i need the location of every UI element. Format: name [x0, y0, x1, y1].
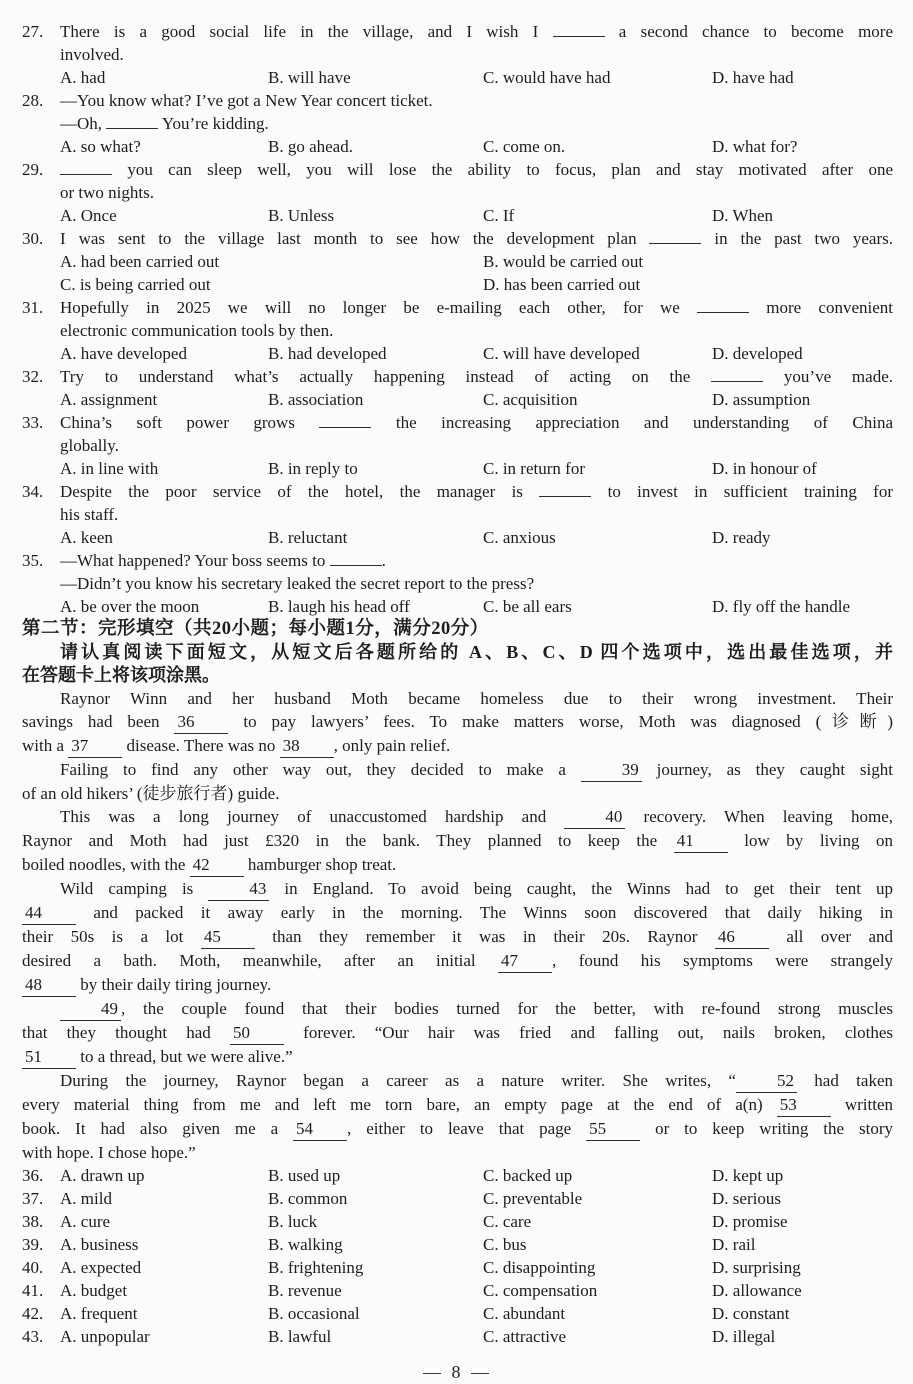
cloze-blank: 38	[280, 734, 334, 758]
page-number: — 8 —	[423, 1362, 492, 1382]
cloze-blank: 36	[174, 710, 228, 734]
options-row	[60, 135, 893, 158]
single-choice-section	[22, 20, 893, 618]
passage-line: book. It had also given me a 54 , either to leave that page 55 or to keep writing the story	[22, 1117, 893, 1141]
option-c: C. will have developed	[483, 344, 640, 363]
option-c: C. is being carried out	[60, 275, 211, 294]
stem-line: I was sent to the village last month to see how the development plan in the past two years.	[60, 229, 893, 248]
options-row	[60, 1233, 893, 1256]
passage-line: that they thought had 50 forever. “Our hair was fried and falling out, nails broken, clothes	[22, 1021, 893, 1045]
stem-line: involved.	[60, 45, 124, 64]
stem-line: or two nights.	[60, 183, 154, 202]
cloze-blank: 54	[293, 1117, 347, 1141]
option-c: C. be all ears	[483, 597, 572, 616]
cloze-row-43	[22, 1325, 893, 1348]
stem-line: globally.	[60, 436, 119, 455]
stem-line: Despite the poor service of the hotel, the manager is to invest in sufficient training for	[60, 482, 893, 501]
option-a: A. had	[60, 68, 106, 87]
cloze-row-42	[22, 1302, 893, 1325]
passage-line: This was a long journey of unaccustomed hardship and 40 recovery. When leaving home,	[22, 805, 893, 829]
option-b: B. go ahead.	[268, 137, 353, 156]
question-number: 30.	[22, 229, 44, 248]
option-d: D. fly off the handle	[712, 597, 851, 616]
question-34	[22, 480, 893, 549]
option-d: D. serious	[712, 1189, 781, 1208]
options-row	[60, 66, 893, 89]
cloze-blank: 51	[22, 1045, 76, 1069]
question-number: 31.	[22, 298, 44, 317]
question-31	[22, 296, 893, 365]
cloze-options-list	[22, 1164, 893, 1348]
stem-line: Hopefully in 2025 we will no longer be e-mailing each other, for we more convenient	[60, 298, 893, 317]
cloze-row-41	[22, 1279, 893, 1302]
option-d: D. in honour of	[712, 459, 817, 478]
option-c: C. backed up	[483, 1166, 573, 1185]
question-number: 34.	[22, 482, 44, 501]
answer-blank	[319, 412, 371, 428]
cloze-blank: 41	[674, 829, 728, 853]
option-c: C. If	[483, 206, 515, 225]
passage-line: savings had been 36 to pay lawyers’ fees. To make matters worse, Moth was diagnosed (诊断)	[22, 710, 893, 734]
cloze-row-39	[22, 1233, 893, 1256]
instruction-line: 在答题卡上将该项涂黑。	[22, 665, 220, 685]
option-d: D. allowance	[712, 1281, 802, 1300]
option-b: B. had developed	[268, 344, 387, 363]
answer-blank	[60, 159, 112, 175]
option-a: A. have developed	[60, 344, 187, 363]
cloze-blank: 40	[564, 805, 625, 829]
cloze-row-38	[22, 1210, 893, 1233]
option-d: D. have had	[712, 68, 794, 87]
cloze-blank: 48	[22, 973, 76, 997]
option-b: B. reluctant	[268, 528, 348, 547]
option-a: A. be over the moon	[60, 597, 200, 616]
question-number: 36.	[22, 1166, 44, 1185]
options-row	[60, 1279, 893, 1302]
option-b: B. walking	[268, 1235, 343, 1254]
option-d: D. kept up	[712, 1166, 784, 1185]
cloze-blank: 55	[586, 1117, 640, 1141]
options-row	[60, 388, 893, 411]
instruction-line: 请认真阅读下面短文，从短文后各题所给的 A、B、C、D 四个选项中，选出最佳选项，并	[60, 642, 893, 662]
cloze-blank: 43	[208, 877, 269, 901]
option-a: A. cure	[60, 1212, 111, 1231]
stem-line: —Didn’t you know his secretary leaked the secret report to the press?	[60, 574, 535, 593]
passage-line: 49 , the couple found that their bodies turned for the better, with re-found strong muscles	[22, 997, 893, 1021]
option-c: C. bus	[483, 1235, 527, 1254]
stem-line: Try to understand what’s actually happening instead of acting on the you’ve made.	[60, 367, 893, 386]
passage-line: Wild camping is 43 in England. To avoid being caught, the Winns had to get their tent up	[22, 877, 893, 901]
question-35	[22, 549, 893, 618]
option-c: C. abundant	[483, 1304, 566, 1323]
passage-line: 51 to a thread, but we were alive.”	[22, 1045, 893, 1069]
question-number: 32.	[22, 367, 44, 386]
option-c: C. care	[483, 1212, 532, 1231]
answer-blank	[106, 113, 158, 129]
option-b: B. revenue	[268, 1281, 342, 1300]
question-number: 28.	[22, 91, 44, 110]
passage-paragraph	[22, 997, 893, 1069]
option-c: C. in return for	[483, 459, 585, 478]
stem-line: —Oh, You’re kidding.	[60, 114, 269, 133]
option-b: B. would be carried out	[483, 252, 644, 271]
option-d: D. illegal	[712, 1327, 776, 1346]
cloze-blank: 47	[498, 949, 552, 973]
option-d: D. rail	[712, 1235, 756, 1254]
passage-line: of an old hikers’ (徒步旅行者) guide.	[22, 784, 280, 803]
options-row	[60, 457, 893, 480]
cloze-blank: 49	[60, 997, 121, 1021]
option-b: B. association	[268, 390, 364, 409]
passage-line: boiled noodles, with the 42 hamburger shop treat.	[22, 853, 893, 877]
question-number: 35.	[22, 551, 44, 570]
options-row	[60, 1187, 893, 1210]
question-30	[22, 227, 893, 296]
cloze-blank: 42	[190, 853, 244, 877]
option-b: B. lawful	[268, 1327, 332, 1346]
answer-blank	[330, 550, 382, 566]
passage-line: Raynor Winn and her husband Moth became homeless due to their wrong investment. Their	[60, 689, 893, 708]
option-d: D. developed	[712, 344, 803, 363]
options-row	[60, 1325, 893, 1348]
passage-line: desired a bath. Moth, meanwhile, after an initial 47 , found his symptoms were strangely	[22, 949, 893, 973]
cloze-blank: 39	[581, 758, 642, 782]
options-row	[60, 1302, 893, 1325]
cloze-row-37	[22, 1187, 893, 1210]
cloze-row-36	[22, 1164, 893, 1187]
option-d: D. surprising	[712, 1258, 801, 1277]
option-a: A. budget	[60, 1281, 128, 1300]
options-row	[60, 595, 893, 618]
option-a: A. frequent	[60, 1304, 138, 1323]
option-c: C. anxious	[483, 528, 556, 547]
options-row	[60, 526, 893, 549]
cloze-blank: 44	[22, 901, 76, 925]
passage-paragraph	[22, 758, 893, 805]
option-b: B. frightening	[268, 1258, 364, 1277]
cloze-blank: 52	[736, 1069, 797, 1093]
question-number: 27.	[22, 22, 44, 41]
question-number: 43.	[22, 1327, 44, 1346]
option-d: D. assumption	[712, 390, 811, 409]
option-c: C. preventable	[483, 1189, 583, 1208]
question-27	[22, 20, 893, 89]
options-row	[60, 1210, 893, 1233]
stem-line: There is a good social life in the village, and I wish I a second chance to become more	[60, 22, 894, 41]
cloze-row-40	[22, 1256, 893, 1279]
answer-blank	[649, 228, 701, 244]
section-heading: 第二节：完形填空（共20小题；每小题1分，满分20分）	[22, 619, 489, 639]
option-a: A. had been carried out	[60, 252, 220, 271]
cloze-blank: 50	[230, 1021, 284, 1045]
option-a: A. keen	[60, 528, 113, 547]
option-a: A. assignment	[60, 390, 158, 409]
question-number: 37.	[22, 1189, 44, 1208]
passage-paragraph	[22, 805, 893, 877]
question-number: 39.	[22, 1235, 44, 1254]
question-number: 29.	[22, 160, 44, 179]
stem-line: —What happened? Your boss seems to .	[60, 551, 386, 570]
passage-line: with hope. I chose hope.”	[22, 1143, 196, 1162]
passage-line: 44 and packed it away early in the morning. The Winns soon discovered that daily hiking in	[22, 901, 893, 925]
option-b: B. common	[268, 1189, 348, 1208]
stem-line: China’s soft power grows the increasing appreciation and understanding of China	[60, 413, 893, 432]
stem-line: his staff.	[60, 505, 119, 524]
cloze-blank: 37	[68, 734, 122, 758]
cloze-blank: 45	[201, 925, 255, 949]
option-d: D. has been carried out	[483, 275, 641, 294]
option-b: B. will have	[268, 68, 351, 87]
question-number: 41.	[22, 1281, 44, 1300]
option-b: B. used up	[268, 1166, 341, 1185]
option-c: C. acquisition	[483, 390, 578, 409]
option-a: A. business	[60, 1235, 139, 1254]
option-d: D. what for?	[712, 137, 798, 156]
option-b: B. occasional	[268, 1304, 360, 1323]
question-number: 42.	[22, 1304, 44, 1323]
answer-blank	[553, 21, 605, 37]
answer-blank	[697, 297, 749, 313]
passage-line: their 50s is a lot 45 than they remember it was in their 20s. Raynor 46 all over and	[22, 925, 893, 949]
option-d: D. When	[712, 206, 774, 225]
answer-blank	[711, 366, 763, 382]
option-c: C. disappointing	[483, 1258, 596, 1277]
passage-line: Failing to find any other way out, they decided to make a 39 journey, as they caught sight	[22, 758, 893, 782]
option-d: D. constant	[712, 1304, 790, 1323]
option-b: B. luck	[268, 1212, 318, 1231]
question-29	[22, 158, 893, 227]
option-a: A. unpopular	[60, 1327, 150, 1346]
option-d: D. promise	[712, 1212, 788, 1231]
passage-line: with a 37 disease. There was no 38 , only pain relief.	[22, 734, 893, 758]
question-number: 33.	[22, 413, 44, 432]
answer-blank	[539, 481, 591, 497]
option-b: B. laugh his head off	[268, 597, 410, 616]
options-row	[60, 204, 893, 227]
question-number: 40.	[22, 1258, 44, 1277]
passage-line: Raynor and Moth had just £320 in the bank. They planned to keep the 41 low by living on	[22, 829, 893, 853]
option-a: A. expected	[60, 1258, 142, 1277]
cloze-passage	[22, 687, 893, 1164]
option-a: A. drawn up	[60, 1166, 145, 1185]
options-row	[60, 1256, 893, 1279]
option-b: B. in reply to	[268, 459, 358, 478]
option-c: C. come on.	[483, 137, 566, 156]
options-row	[60, 1164, 893, 1187]
question-32	[22, 365, 893, 411]
question-33	[22, 411, 893, 480]
passage-line: 48 by their daily tiring journey.	[22, 973, 893, 997]
passage-paragraph	[22, 687, 893, 758]
stem-line: —You know what? I’ve got a New Year concert ticket.	[60, 91, 433, 110]
option-a: A. Once	[60, 206, 117, 225]
cloze-blank: 46	[715, 925, 769, 949]
question-number: 38.	[22, 1212, 44, 1231]
option-b: B. Unless	[268, 206, 335, 225]
passage-line: every material thing from me and left me torn bare, an empty page at the end of a(n) 53 written	[22, 1093, 893, 1117]
cloze-section	[22, 618, 893, 1348]
option-a: A. mild	[60, 1189, 112, 1208]
option-c: C. compensation	[483, 1281, 598, 1300]
question-28	[22, 89, 893, 158]
passage-line: During the journey, Raynor began a career as a nature writer. She writes, “ 52 had taken	[22, 1069, 893, 1093]
options-row	[60, 342, 893, 365]
instructions	[22, 641, 893, 687]
option-c: C. attractive	[483, 1327, 567, 1346]
stem-line: electronic communication tools by then.	[60, 321, 334, 340]
stem-line: you can sleep well, you will lose the ability to focus, plan and stay motivated after one	[60, 158, 893, 181]
option-a: A. so what?	[60, 137, 141, 156]
passage-paragraph	[22, 877, 893, 997]
passage-paragraph	[22, 1069, 893, 1164]
options-grid	[60, 250, 893, 296]
cloze-blank: 53	[777, 1093, 831, 1117]
option-d: D. ready	[712, 528, 771, 547]
option-a: A. in line with	[60, 459, 159, 478]
option-c: C. would have had	[483, 68, 611, 87]
